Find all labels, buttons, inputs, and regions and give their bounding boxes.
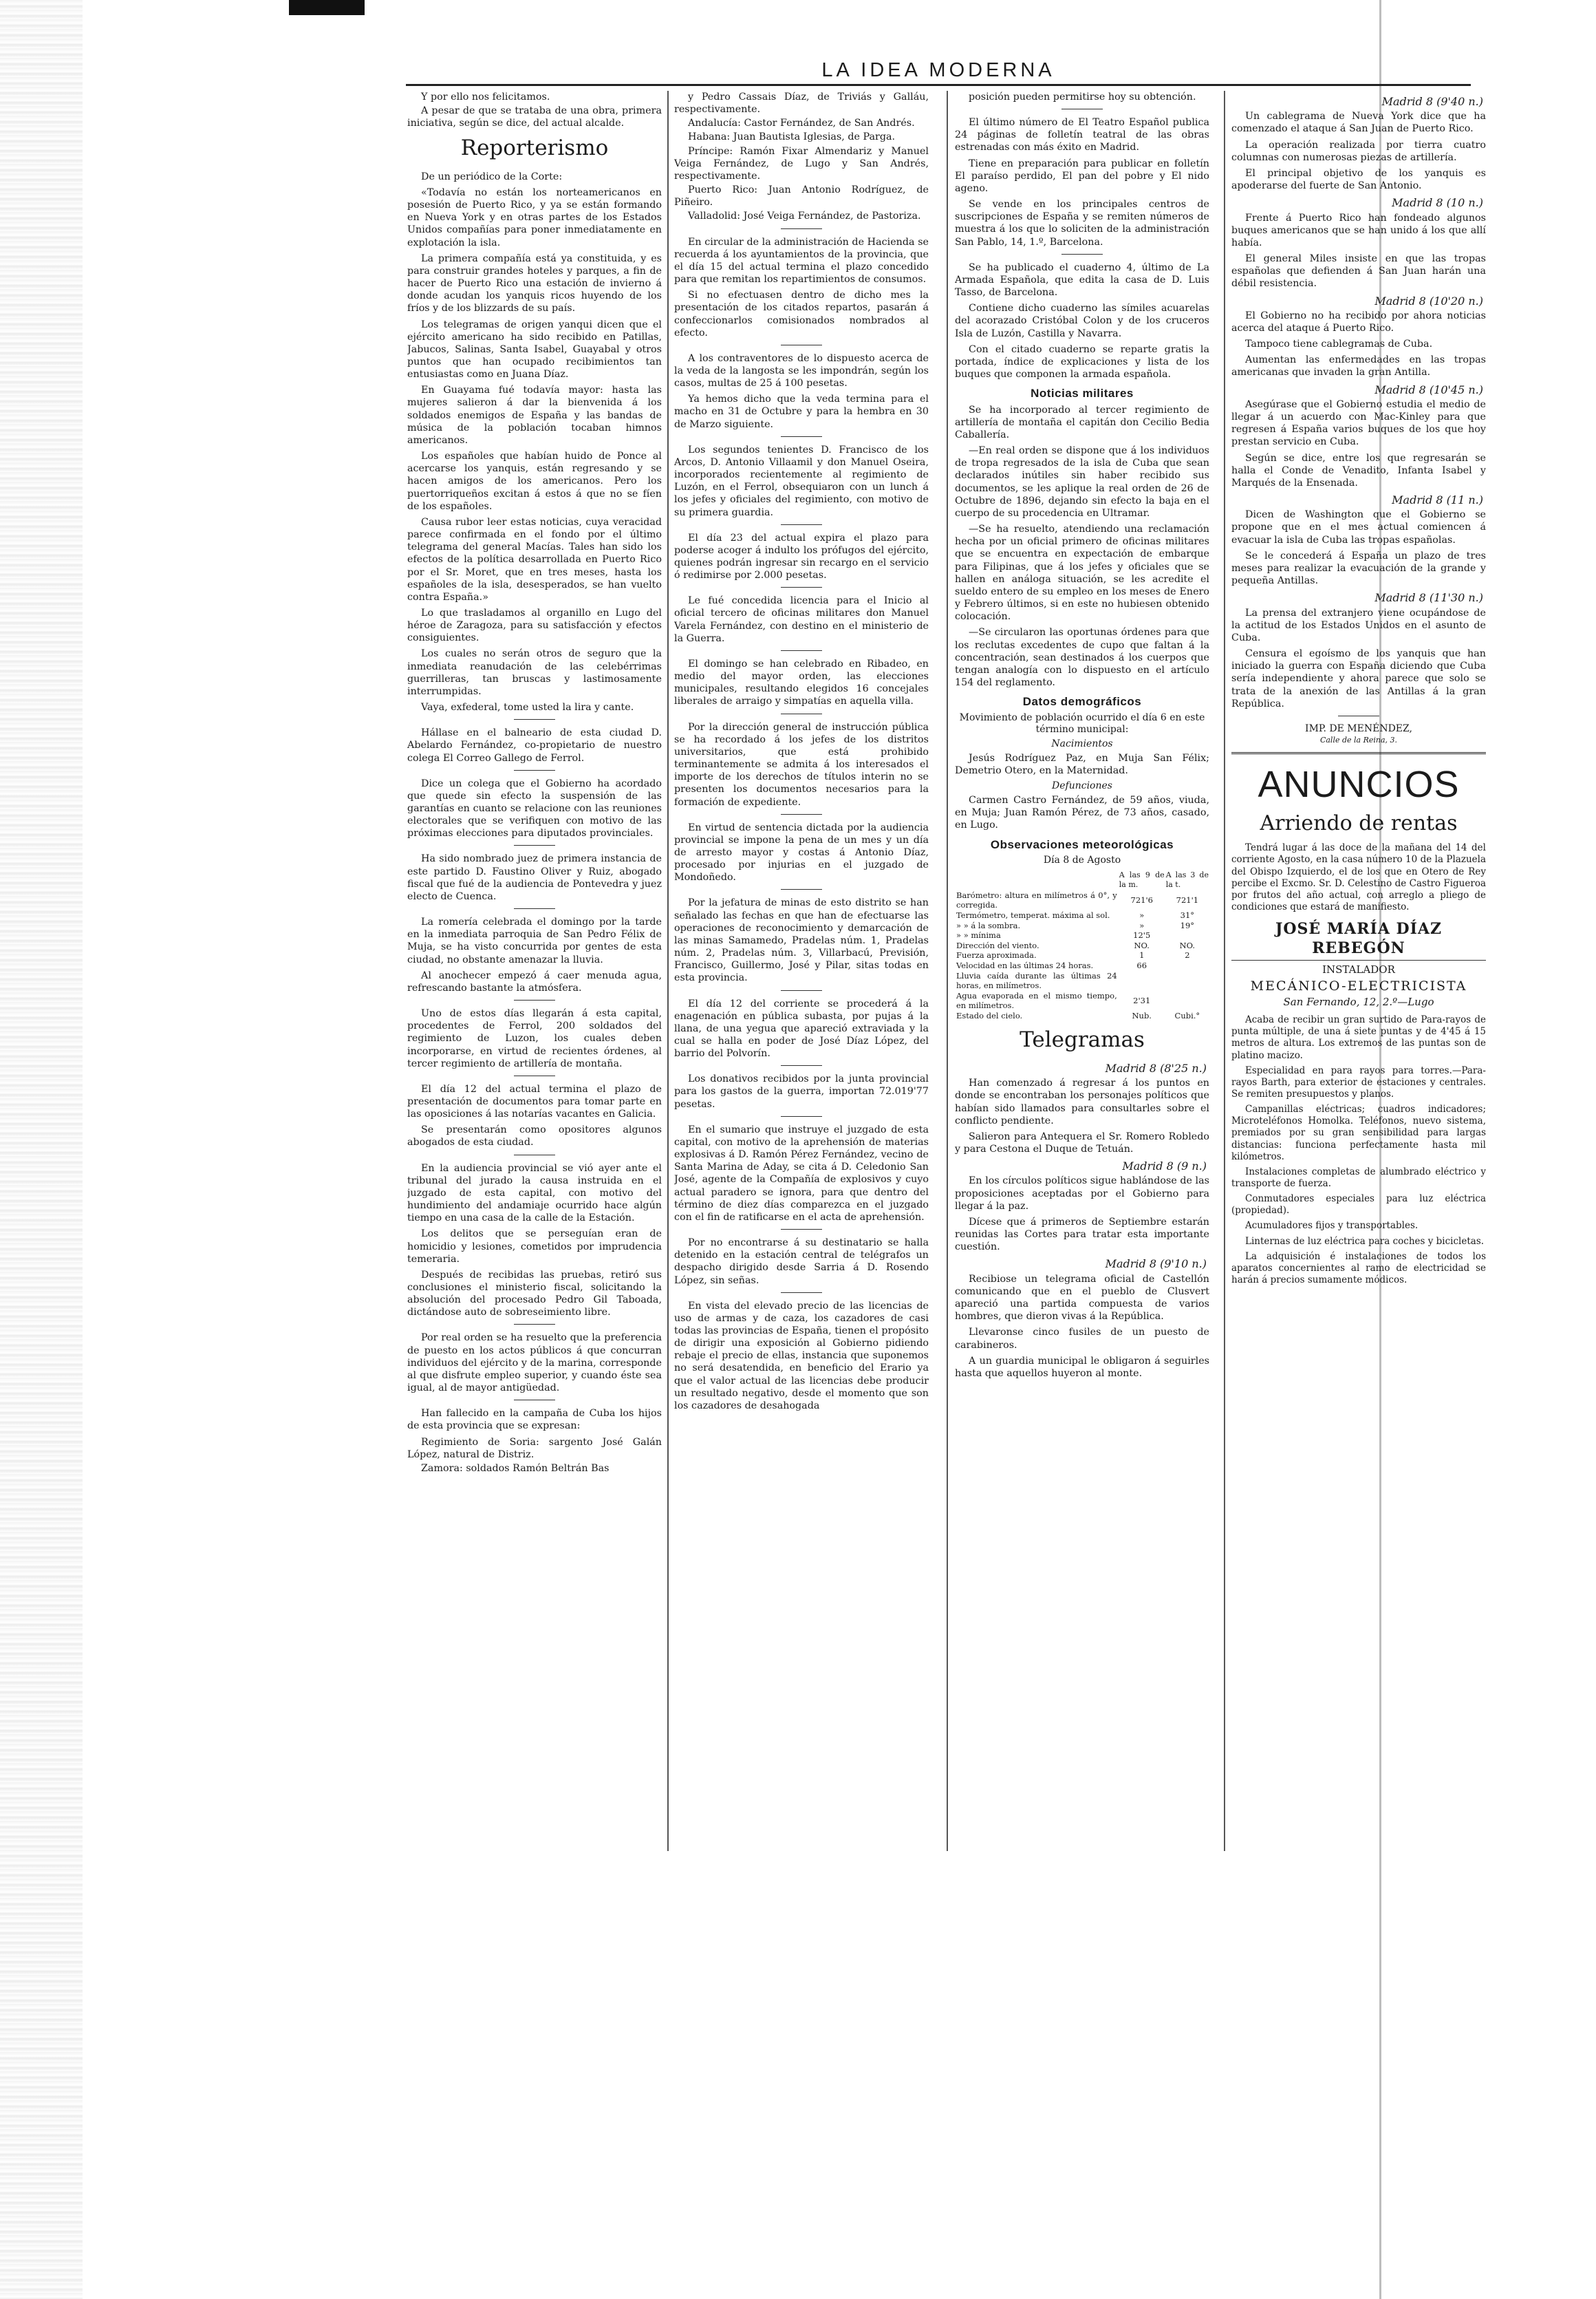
- anuncios-heading: ANUNCIOS: [1258, 763, 1460, 805]
- weather-label: Lluvia caída durante las últimas 24 horas, en milímetros.: [956, 970, 1117, 991]
- column-rule: [947, 91, 948, 1851]
- weather-value: [1119, 971, 1165, 991]
- paragraph: y Pedro Cassais Díaz, de Triviás y Galláu, respectivamente.: [674, 92, 929, 116]
- weather-value: 721'1: [1176, 895, 1199, 906]
- dateline: Madrid 8 (9 n.): [1122, 1159, 1207, 1173]
- ad-text: Conmutadores especiales para luz eléctrica (propiedad).: [1231, 1193, 1486, 1217]
- weather-label: » » á la sombra.: [956, 920, 1021, 930]
- weather-value: NO.: [1134, 940, 1150, 950]
- paragraph: Se presentarán como opositores algunos abogados de esta ciudad.: [407, 1124, 662, 1148]
- paragraph: De un periódico de la Corte:: [421, 171, 563, 182]
- weather-value: [1165, 971, 1209, 991]
- divider: [514, 845, 555, 846]
- dateline: Madrid 8 (10 n.): [1392, 196, 1483, 210]
- paragraph: Hállase en el balneario de esta ciudad D. Abelardo Fernández, co-propietario de nuestro colega El Correo Gallego de Ferrol.: [407, 727, 662, 764]
- weather-date: Día 8 de Agosto: [1043, 855, 1121, 866]
- paragraph: Regimiento de Soria: sargento José Galán López, natural de Distriz.: [407, 1436, 662, 1460]
- paragraph: La prensa del extranjero viene ocupándose de la actitud de los Estados Unidos en el asunto de Cuba.: [1231, 607, 1486, 643]
- paragraph: Se ha publicado el cuaderno 4, último de La Armada Española, que edita la casa de D. Luis Tasso, de Barcelona.: [955, 261, 1209, 299]
- weather-row: [955, 991, 1209, 1011]
- weather-header-afternoon: A las 3 de la t.: [1165, 870, 1209, 889]
- paragraph: Se le concederá á España un plazo de tres meses para realizar la evacuación de la grande y pequeña Antillas.: [1231, 550, 1486, 587]
- paragraph: El día 12 del corriente se procederá á la enagenación en pública subasta, por pujas á la llana, de una yegua que apareció extraviada y la cual se halla en poder de José Díaz López, del barrio del Polvorín.: [674, 998, 929, 1060]
- printer-imprint: IMP. DE MENÉNDEZ,: [1305, 723, 1412, 734]
- paragraph: Puerto Rico: Juan Antonio Rodríguez, de Piñeiro.: [674, 184, 929, 208]
- weather-value: [1165, 930, 1209, 941]
- paragraph: —Se ha resuelto, atendiendo una reclamación hecha por un oficial primero de oficinas militares que se encuentra en expectación de embarque para Filipinas, que á los jefes y oficiales que se hallen en análoga situación, se les acredite el sueldo entero de su empleo en los meses de Enero y Febrero últimos, si en este no hubiesen obtenido colocación.: [955, 524, 1209, 623]
- dateline: Madrid 8 (10'20 n.): [1374, 294, 1483, 308]
- weather-value: »: [1139, 920, 1145, 930]
- paragraph: A los contraventores de lo dispuesto acerca de la veda de la langosta se les impondrán, según los casos, multas de 25 á 100 pesetas.: [674, 352, 929, 389]
- paragraph: Zamora: soldados Ramón Beltrán Bas: [421, 1462, 610, 1474]
- column-1: [407, 91, 662, 1851]
- dateline: Madrid 8 (8'25 n.): [1105, 1061, 1207, 1075]
- weather-header-label: [955, 870, 1119, 890]
- paragraph: —Se circularon las oportunas órdenes para que los reclutas excedentes de cupo que faltan á la concentración, sean destinados á los cuerpos que tengan analogía con lo dispuesto en el artículo 154 del reglamento.: [955, 627, 1209, 688]
- paragraph: Según se dice, entre los que regresarán se halla el Conde de Venadito, Infanta Isabel y Marqués de la Ensenada.: [1231, 452, 1486, 489]
- paragraph: El último número de El Teatro Español publica 24 páginas de folletín teatral de las obras estrenadas con más éxito en Madrid.: [955, 117, 1209, 153]
- paragraph: En la audiencia provincial se vió ayer ante el tribunal del jurado la causa instruida en el juzgado de esta capital, con motivo del hundimiento del andamiaje ocurrido hace algún tiempo en una casa de la calle de la Estación.: [407, 1162, 662, 1224]
- paragraph: Causa rubor leer estas noticias, cuya veracidad parece confirmada en el fondo por el último telegrama del general Macías. Tales han sido los efectos de la política desarrollada en Puerto Rico por el Sr. Moret, que en tres meses, hasta los españoles de la isla, desesperados, se han vuelto contra España.»: [407, 516, 662, 603]
- paragraph: Vaya, exfederal, tome usted la lira y cante.: [421, 702, 634, 714]
- divider: [514, 1324, 555, 1325]
- ad-text: La adquisición é instalaciones de todos los aparatos concernientes al ramo de electricidad se harán á precios sumamente módicos.: [1231, 1250, 1486, 1285]
- paragraph: Censura el egoísmo de los yanquis que han iniciado la guerra con España diciendo que Cuba sería independiente y ahora parece que solo se trata de la anexión de las Antillas á la gran República.: [1231, 648, 1486, 709]
- section-heading-telegrams: Telegramas: [1020, 1027, 1145, 1052]
- weather-label: » » mínima: [956, 930, 1001, 941]
- ad-text: Tendrá lugar á las doce de la mañana del 14 del corriente Agosto, en la casa número 10 de la Plazuela del Obispo Izquierdo, el de los que en Otero de Rey percibe el Excmo. Sr. D. Celestino de Castro Figueroa por frutos del año actual, con arreglo a pliego de condiciones que estará de manifiesto.: [1231, 842, 1486, 912]
- paragraph: —En real orden se dispone que á los individuos de tropa regresados de la isla de Cuba que sean declarados inútiles sin haber recibido sus documentos, se les aplique la real orden de 26 de Octubre de 1896, dejando sin efecto la baja en el cuerpo de su procedencia en Ultramar.: [955, 445, 1209, 519]
- weather-value: »: [1139, 910, 1145, 921]
- divider: [781, 436, 822, 437]
- births-heading: Nacimientos: [1051, 738, 1113, 750]
- paragraph: En virtud de sentencia dictada por la audiencia provincial se impone la pena de un mes y un día de arresto mayor y costas á Antonio Díaz, procesado por injurias en el juzgado de Mondoñedo.: [674, 822, 929, 884]
- divider: [781, 1116, 822, 1117]
- section-heading-demographics: Datos demográficos: [1022, 695, 1142, 709]
- paragraph: En circular de la administración de Hacienda se recuerda á los ayuntamientos de la provincia, que el día 15 del actual termina el plazo concedido para que remitan los repartimientos de consumos.: [674, 236, 929, 286]
- paragraph: Ya hemos dicho que la veda termina para el macho en 31 de Octubre y para la hembra en 30 de Marzo siguiente.: [674, 394, 929, 430]
- ad-heading-arriendo: Arriendo de rentas: [1260, 811, 1458, 836]
- scan-mark: [289, 0, 365, 15]
- paragraph: La operación realizada por tierra cuatro columnas con numerosas piezas de artillería.: [1231, 139, 1486, 163]
- paragraph: Por real orden se ha resuelto que la preferencia de puesto en los actos públicos á que concurran individuos del ejército y de la marina, corresponde al que disfrute empleo superior, y cuando éste sea igual, al de mayor antigüedad.: [407, 1332, 662, 1394]
- paragraph: En vista del elevado precio de las licencias de uso de armas y de caza, los cazadores de casi todas las provincias de España, tienen el propósito de dirigir una exposición al Gobierno pidiendo rebaje el precio de ellas, instancia que suponemos no será desatendida, en beneficio del Erario ya que el valor actual de las licencias debe producir un resultado negativo, desde el momento que son los cazadores de desahogada: [674, 1300, 929, 1411]
- printer-address: Calle de la Reina, 3.: [1319, 735, 1398, 745]
- advertiser-name: JOSÉ MARÍA DÍAZ REBEGÓN: [1231, 920, 1486, 961]
- paragraph: El Gobierno no ha recibido por ahora noticias acerca del ataque á Puerto Rico.: [1231, 310, 1486, 334]
- divider: [781, 1065, 822, 1066]
- paragraph: Los delitos que se perseguían eran de homicidio y lesiones, cometidos por imprudencia temeraria.: [407, 1228, 662, 1265]
- weather-value: NO.: [1179, 940, 1196, 950]
- paragraph: Aumentan las enfermedades en las tropas americanas que invaden la gran Antilla.: [1231, 354, 1486, 378]
- weather-value: 66: [1136, 961, 1147, 970]
- weather-value: Nub.: [1132, 1010, 1152, 1020]
- weather-row: [955, 1011, 1209, 1021]
- paragraph: Los donativos recibidos por la junta provincial para los gastos de la guerra, importan 72.019'77 pesetas.: [674, 1073, 929, 1110]
- ad-text: Instalaciones completas de alumbrado eléctrico y transporte de fuerza.: [1231, 1166, 1486, 1189]
- dateline: Madrid 8 (9'10 n.): [1105, 1257, 1207, 1271]
- paragraph: El domingo se han celebrado en Ribadeo, en medio del mayor orden, las elecciones municipales, resultando elegidos 16 concejales liberales de arraigo y simpatías en aquella villa.: [674, 658, 929, 707]
- weather-value: 2: [1185, 950, 1190, 961]
- advertiser-trade: INSTALADOR: [1322, 963, 1395, 976]
- births-text: Jesús Rodríguez Paz, en Muja San Félix; Demetrio Otero, en la Maternidad.: [955, 753, 1209, 777]
- ad-text: Acumuladores fijos y transportables.: [1245, 1220, 1419, 1232]
- paragraph: Ha sido nombrado juez de primera instancia de este partido D. Faustino Oliver y Ruiz, abogado fiscal que fué de la audiencia de Pontevedra y juez electo de Cuenca.: [407, 853, 662, 902]
- paragraph: Por la dirección general de instrucción pública se ha recordado á los jefes de los distritos universitarios, que está prohibido terminantemente se admita á los interesados el importe de los derechos de títulos interin no se presenten los documentos necesarios para la formación de expediente.: [674, 721, 929, 808]
- paragraph: Los cuales no serán otros de seguro que la inmediata reanudación de las celebérrimas guerrilleras, tan bruscas y lastimosamente interrumpidas.: [407, 648, 662, 697]
- paragraph: Han comenzado á regresar á los puntos en donde se encontraban los personajes políticos que habían sido llamados para consultarles sobre el conflicto pendiente.: [955, 1078, 1209, 1126]
- scanned-margin: [0, 0, 83, 2299]
- weather-value: 1: [1139, 950, 1145, 961]
- paragraph: En los círculos políticos sigue hablándose de las proposiciones aceptadas por el Gobierno para llegar á la paz.: [955, 1175, 1209, 1212]
- weather-row: [955, 971, 1209, 991]
- divider: [781, 650, 822, 651]
- advertiser-address: San Fernando, 12, 2.º—Lugo: [1283, 996, 1434, 1009]
- paragraph: En el sumario que instruye el juzgado de esta capital, con motivo de la aprehensión de materias explosivas á D. Ramón Pérez Fernández, vecino de Santa Marina de Aday, se cita á D. Celedonio San José, agente de la Compañía de explosivos y cuyo actual paradero se ignora, para que dentro del término de diez días comparezca en el juzgado con el fin de ratificarse en el acta de aprehensión.: [674, 1124, 929, 1223]
- paragraph: La primera compañía está ya constituida, y es para construir grandes hoteles y parques, a fin de hacer de Puerto Rico una estación de invierno á donde acudan los yanquis ricos huyendo de los fríos y de los blizzards de su país.: [407, 253, 662, 314]
- paragraph: Dícese que á primeros de Septiembre estarán reunidas las Cortes para tratar esta importante cuestión.: [955, 1216, 1209, 1253]
- weather-value: 2'31: [1133, 996, 1151, 1006]
- weather-row: [955, 941, 1209, 951]
- paragraph: Con el citado cuaderno se reparte gratis la portada, índice de explicaciones y lista de los buques que componen la armada española.: [955, 343, 1209, 380]
- paragraph: Llevaronse cinco fusiles de un puesto de carabineros.: [955, 1327, 1209, 1351]
- column-4: [1231, 91, 1486, 1851]
- paragraph: Valladolid: José Veiga Fernández, de Pastoriza.: [688, 211, 921, 222]
- paragraph: Han fallecido en la campaña de Cuba los hijos de esta provincia que se expresan:: [407, 1408, 662, 1432]
- paragraph: Por la jefatura de minas de esto distrito se han señalado las fechas en que han de efectuarse las operaciones de reconocimiento y demarcación de las minas Samamedo, Pradelas núm. 1, Pradelas núm. 2, Pradelas núm. 3, Villarbacú, Previsión, Francisco, Guillermo, José y Pilar, sitas todas en esta provincia.: [674, 897, 929, 984]
- divider: [781, 587, 822, 588]
- weather-label: Fuerza aproximada.: [956, 950, 1037, 961]
- paragraph: Recibiose un telegrama oficial de Castellón comunicando que en el pueblo de Clusvert apareció una partida compuesta de varios hombres, que dieron vivas á la República.: [955, 1273, 1209, 1323]
- column-2: [674, 91, 929, 1851]
- weather-row: [955, 930, 1209, 941]
- weather-value: 31°: [1180, 910, 1195, 921]
- paragraph: Tiene en preparación para publicar en folletín El paraíso perdido, El pan del pobre y El nido ageno.: [955, 158, 1209, 194]
- paragraph: posición pueden permitirse hoy su obtención.: [969, 92, 1196, 103]
- paragraph: Frente á Puerto Rico han fondeado algunos buques americanos que se han unido á los que allí había.: [1231, 212, 1486, 248]
- weather-label: Velocidad en las últimas 24 horas.: [956, 961, 1094, 970]
- divider: [781, 1229, 822, 1230]
- weather-row: [955, 921, 1209, 931]
- deaths-text: Carmen Castro Fernández, de 59 años, viuda, en Muja; Juan Ramón Pérez, de 73 años, casado, en Lugo.: [955, 795, 1209, 831]
- section-heading-military: Noticias militares: [1031, 387, 1134, 400]
- weather-value: 721'6: [1130, 895, 1153, 906]
- deaths-heading: Defunciones: [1052, 780, 1112, 792]
- paragraph: Se vende en los principales centros de suscripciones de España y se remiten números de muestra á los que lo soliciten de la administración San Pablo, 14, 1.º, Barcelona.: [955, 199, 1209, 248]
- double-divider: [1231, 752, 1486, 754]
- paragraph: Después de recibidas las pruebas, retiró sus conclusiones el ministerio fiscal, solicitando la absolución del procesado Pedro Gil Taboada, dictándose auto de sobreseimiento libre.: [407, 1269, 662, 1318]
- paragraph: Andalucía: Castor Fernández, de San Andrés.: [688, 118, 915, 129]
- demographics-intro: Movimiento de población ocurrido el día 6 en este término municipal:: [959, 712, 1205, 736]
- weather-row: [955, 910, 1209, 921]
- paragraph: La romería celebrada el domingo por la tarde en la inmediata parroquia de San Pedro Félix de Muja, se ha visto concurrida por gentes de esta ciudad, no obstante amenazar la lluvia.: [407, 917, 662, 965]
- weather-header-morning: A las 9 de la m.: [1119, 870, 1165, 889]
- section-heading-weather: Observaciones meteorológicas: [990, 837, 1174, 851]
- newspaper-header: [406, 56, 1471, 86]
- paragraph: Le fué concedida licencia para el Inicio al oficial tercero de oficinas militares don Manuel Varela Fernández, con destino en el ministerio de la Guerra.: [674, 595, 929, 644]
- divider: [781, 524, 822, 525]
- weather-label: Termómetro, temperat. máxima al sol.: [956, 910, 1110, 921]
- advertiser-profession: MECÁNICO-ELECTRICISTA: [1250, 978, 1467, 994]
- weather-value: Cubi.°: [1174, 1010, 1200, 1020]
- paragraph: Tampoco tiene cablegramas de Cuba.: [1245, 339, 1433, 350]
- paragraph: Los españoles que habían huido de Ponce al acercarse los yanquis, están regresando y se hacen amigos de los americanos. Pero los puertorriqueños excitan á estos á que no se fíen de los españoles.: [407, 451, 662, 512]
- divider: [1061, 254, 1103, 255]
- paragraph: Un cablegrama de Nueva York dice que ha comenzado el ataque á San Juan de Puerto Rico.: [1231, 111, 1486, 135]
- weather-label: Agua evaporada en el mismo tiempo, en milímetros.: [956, 990, 1117, 1011]
- paragraph: A pesar de que se trataba de una obra, primera iniciativa, según se dice, del actual alcalde.: [407, 105, 662, 129]
- weather-value: [1165, 961, 1209, 971]
- newspaper-title: LA IDEA MODERNA: [821, 59, 1055, 81]
- paragraph: El general Miles insiste en que las tropas españolas que defienden á San Juan harán una débil resistencia.: [1231, 253, 1486, 290]
- dateline: Madrid 8 (11 n.): [1392, 493, 1483, 506]
- weather-value: 19°: [1180, 920, 1195, 930]
- paragraph: Habana: Juan Bautista Iglesias, de Parga.: [688, 131, 896, 143]
- divider: [514, 908, 555, 909]
- paragraph: Al anochecer empezó á caer menuda agua, refrescando bastante la atmósfera.: [407, 970, 662, 994]
- paragraph: Dicen de Washington que el Gobierno se propone que en el mes actual comiencen á evacuar la isla de Cuba las tropas españolas.: [1231, 509, 1486, 546]
- paragraph: El día 23 del actual expira el plazo para poderse acoger á indulto los prófugos del ejército, quienes podrán ingresar sin recargo en el servicio ó redimirse por 2.000 pesetas.: [674, 532, 929, 581]
- divider: [781, 814, 822, 815]
- paragraph: Por no encontrarse á su destinatario se halla detenido en la estación central de telégrafos un despacho dirigido desde Sarria á D. Rosendo López, sin señas.: [674, 1237, 929, 1286]
- paragraph: Los telegramas de origen yanqui dicen que el ejército americano ha sido recibido en Patillas, Jabucos, Salinas, Santa Isabel, Guayabal y otros puntos que han ocupado recibimientos tan entusiastas como en Juana Díaz.: [407, 319, 662, 381]
- ad-text: Campanillas eléctricas; cuadros indicadores; Microteléfonos Homolka. Teléfonos, nuevo sistema, premiados por su gran sensibilidad para largas distancias: funciona perfectamente hasta mil kilómetros.: [1231, 1104, 1486, 1162]
- column-rule: [1224, 91, 1225, 1851]
- paragraph: Dice un colega que el Gobierno ha acordado que quede sin efecto la suspensión de las garantías en cuanto se relacione con las reuniones electorales que se verifiquen con motivo de las próximas elecciones para diputados provinciales.: [407, 778, 662, 840]
- paragraph: Se ha incorporado al tercer regimiento de artillería de montaña el capitán don Cecilio Bedia Caballería.: [955, 404, 1209, 441]
- paragraph: El día 12 del actual termina el plazo de presentación de documentos para tomar parte en las oposiciones á las notarías vacantes en Galicia.: [407, 1083, 662, 1120]
- weather-row: [955, 890, 1209, 910]
- column-rule: [667, 91, 669, 1851]
- paragraph: Si no efectuasen dentro de dicho mes la presentación de los citados repartos, pasarán á confeccionarlos comisionados nombrados al efecto.: [674, 290, 929, 339]
- paragraph: El principal objetivo de los yanquis es apoderarse del fuerte de San Antonio.: [1231, 167, 1486, 192]
- paragraph: A un guardia municipal le obligaron á seguirles hasta que aquellos huyeron al monte.: [955, 1355, 1209, 1379]
- weather-row: [955, 961, 1209, 971]
- dateline: Madrid 8 (10'45 n.): [1374, 383, 1483, 396]
- paragraph: Príncipe: Ramón Fixar Almendariz y Manuel Veiga Fernández, de Lugo y San Andrés, respectivamente.: [674, 145, 929, 182]
- ad-text: Especialidad en para rayos para torres.—Para-rayos Barth, para exterior de estaciones y centrales. Se remiten presupuestos y planos.: [1231, 1065, 1486, 1100]
- weather-value: 12'5: [1133, 930, 1151, 941]
- ad-text: Acaba de recibir un gran surtido de Para-rayos de punta múltiple, de una á siete puntas y de 4'45 á 15 metros de altura. Los extremos de las puntas son de platino macizo.: [1231, 1014, 1486, 1061]
- divider: [514, 770, 555, 771]
- weather-label: Estado del cielo.: [956, 1010, 1023, 1020]
- ad-text: Linternas de luz eléctrica para coches y bicicletas.: [1245, 1235, 1485, 1247]
- paragraph: «Todavía no están los norteamericanos en posesión de Puerto Rico, y ya se están formando en Nueva York y en otras partes de los Estados Unidos compañías para poner inmediatamente en explotación la isla.: [407, 186, 662, 248]
- divider: [781, 1292, 822, 1293]
- weather-table: [955, 870, 1209, 1021]
- divider: [514, 719, 555, 720]
- dateline: Madrid 8 (11'30 n.): [1374, 591, 1483, 605]
- column-3: [955, 91, 1209, 1851]
- weather-label: Barómetro: altura en milímetros á 0°, y corregida.: [956, 890, 1117, 910]
- paragraph: Salieron para Antequera el Sr. Romero Robledo y para Cestona el Duque de Tetuán.: [955, 1131, 1209, 1155]
- paragraph: Y por ello nos felicitamos.: [421, 92, 550, 103]
- divider: [514, 1000, 555, 1001]
- divider: [781, 889, 822, 890]
- paragraph: Contiene dicho cuaderno las símiles acuarelas del acorazado Cristóbal Colon y de los cruceros Isla de Luzón, Castilla y Navarra.: [955, 303, 1209, 339]
- divider: [781, 228, 822, 229]
- divider: [781, 990, 822, 991]
- paragraph: Asegúrase que el Gobierno estudia el medio de llegar á un acuerdo con Mac-Kinley para que regresen á España varios buques de los que hoy prestan servicio en Cuba.: [1231, 398, 1486, 448]
- paragraph: En Guayama fué todavía mayor: hasta las mujeres salieron á dar la bienvenida á los soldados enemigos de España y las bandas de música de la población tocaban himnos americanos.: [407, 385, 662, 446]
- weather-label: Dirección del viento.: [956, 940, 1039, 950]
- paragraph: Los segundos tenientes D. Francisco de los Arcos, D. Antonio Villaamil y don Manuel Oseira, incorporados recientemente al regimiento de Luzón, en el Ferrol, obsequiaron con un lunch á los jefes y oficiales del regimiento, con motivo de su primera guardia.: [674, 444, 929, 518]
- weather-value: [1165, 991, 1209, 1011]
- paragraph: Lo que trasladamos al organillo en Lugo del héroe de Zaragoza, para su satisfacción y efectos consiguientes.: [407, 607, 662, 644]
- dateline: Madrid 8 (9'40 n.): [1381, 95, 1483, 108]
- section-heading-reporterismo: Reporterismo: [460, 136, 609, 161]
- paragraph: Uno de estos días llegarán á esta capital, procedentes de Ferrol, 200 soldados del regimiento de Luzon, los cuales deben incorporarse, en virtud de recientes órdenes, al tercer regimiento de artillería de montaña.: [407, 1008, 662, 1069]
- weather-row: [955, 950, 1209, 961]
